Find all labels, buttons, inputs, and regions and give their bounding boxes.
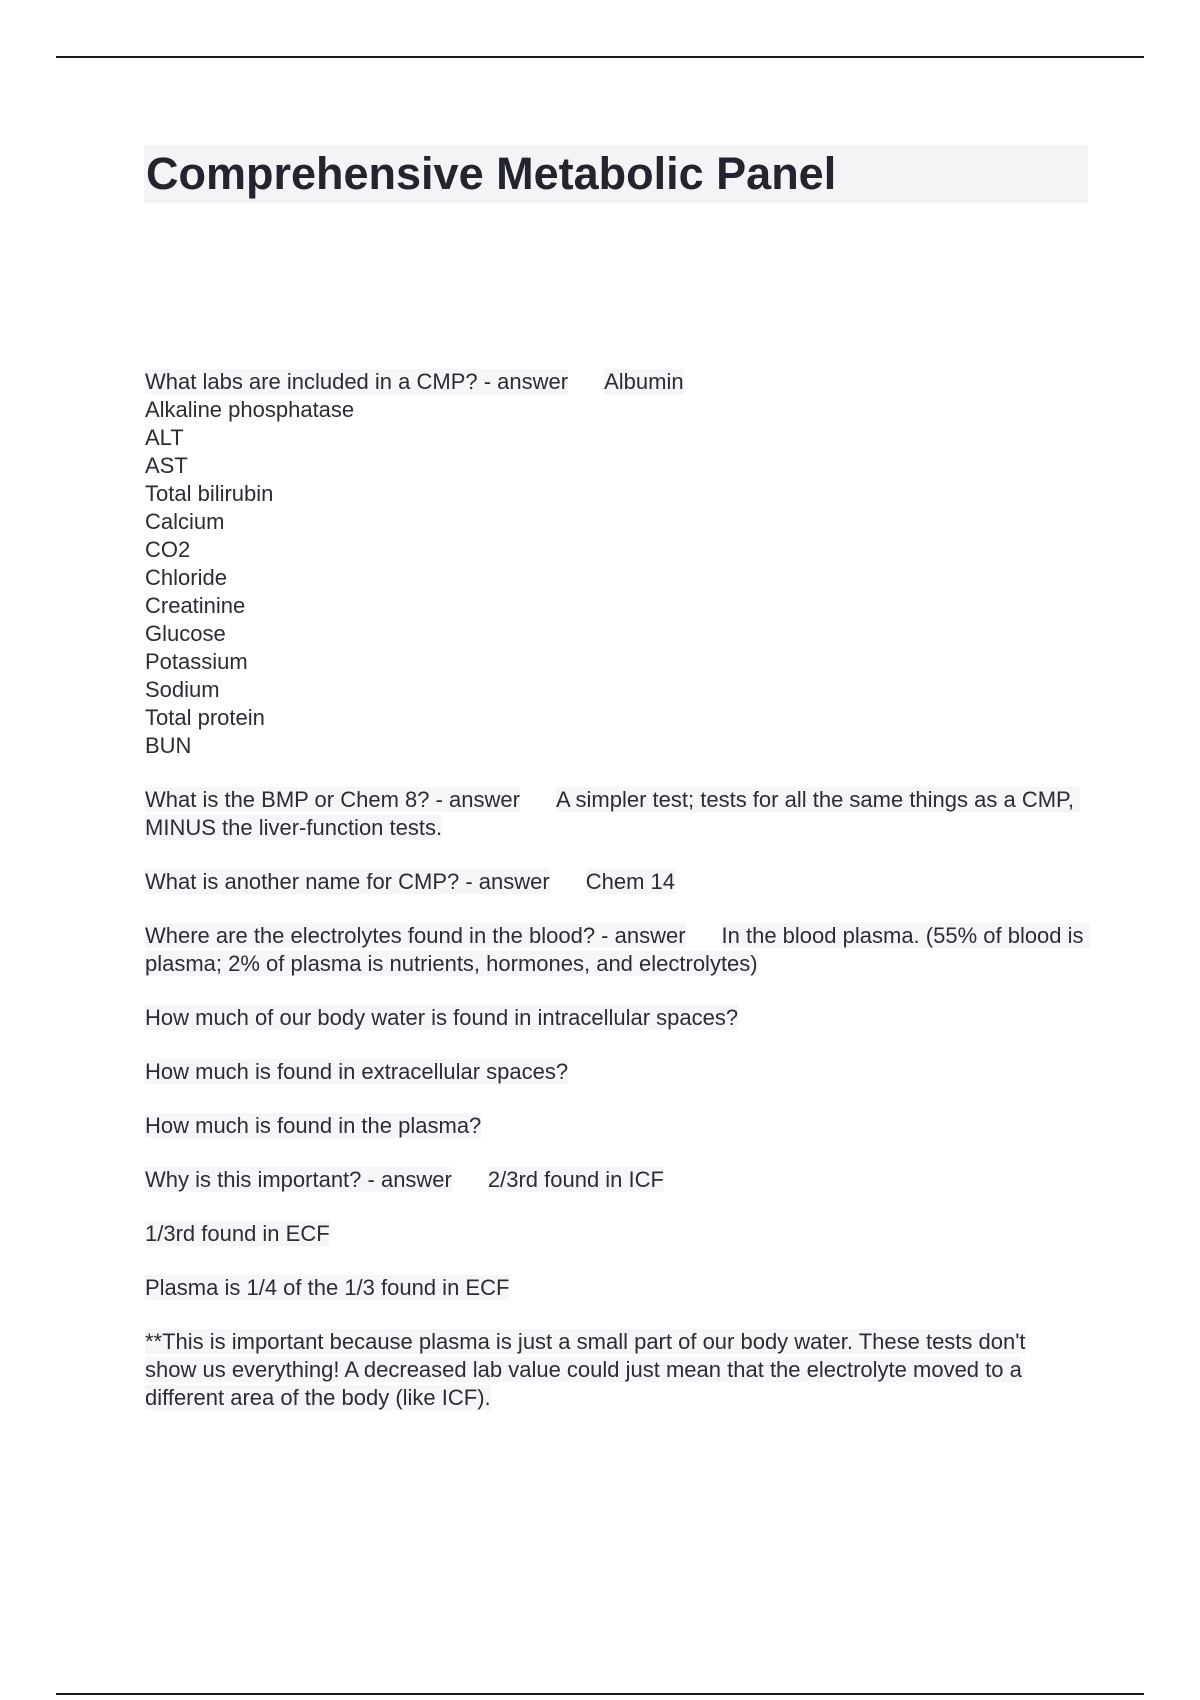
question-text: What is another name for CMP? - answer (145, 869, 550, 894)
qa-item (145, 868, 1090, 896)
question-line: How much of our body water is found in intracellular spaces? (145, 1005, 739, 1030)
answer-text: A simpler test; tests for all the same things as a CMP, MINUS the liver-function tests. (145, 787, 1081, 840)
answer-line: Total protein (145, 705, 265, 730)
answer-line: Alkaline phosphatase (145, 397, 355, 422)
answer-line: AST (145, 453, 188, 478)
bottom-rule (56, 1693, 1144, 1695)
qa-item (145, 786, 1090, 842)
answer-line: Sodium (145, 677, 220, 702)
answer-line: Chloride (145, 565, 227, 590)
answer-text: Chem 14 (585, 869, 675, 894)
answer-paragraph: Plasma is 1/4 of the 1/3 found in ECF (145, 1275, 510, 1300)
answer-line: Total bilirubin (145, 481, 274, 506)
answer-line: Glucose (145, 621, 226, 646)
answer-text: Albumin (604, 369, 684, 394)
answer-paragraph: **This is important because plasma is just a small part of our body water. These tests don't show us everything! A decreased lab value could just mean that the electrolyte moved to a different area of the body (like ICF). (145, 1329, 1026, 1410)
title-block (144, 145, 1088, 203)
answer-line: ALT (145, 425, 184, 450)
question-line: How much is found in the plasma? (145, 1113, 482, 1138)
document-body (145, 368, 1090, 1438)
answer-line: Calcium (145, 509, 225, 534)
answer-text: In the blood plasma. (55% of blood is plasma; 2% of plasma is nutrients, hormones, and electrolytes) (145, 923, 1090, 976)
qa-first-line (145, 368, 1090, 396)
answer-text: 2/3rd found in ICF (487, 1167, 664, 1192)
page-title: Comprehensive Metabolic Panel (146, 148, 837, 199)
answer-line: Potassium (145, 649, 248, 674)
answer-line: BUN (145, 733, 192, 758)
question-line: How much is found in extracellular spaces? (145, 1059, 569, 1084)
question-text: Why is this important? - answer (145, 1167, 452, 1192)
question-text: What labs are included in a CMP? - answer (145, 369, 569, 394)
answer-line: CO2 (145, 537, 191, 562)
answer-paragraph: 1/3rd found in ECF (145, 1221, 330, 1246)
question-text: What is the BMP or Chem 8? - answer (145, 787, 520, 812)
qa-item (145, 1166, 1090, 1194)
qa-item (145, 368, 1090, 760)
top-rule (56, 56, 1144, 58)
qa-item (145, 922, 1090, 978)
question-text: Where are the electrolytes found in the blood? - answer (145, 923, 686, 948)
answer-line: Creatinine (145, 593, 246, 618)
